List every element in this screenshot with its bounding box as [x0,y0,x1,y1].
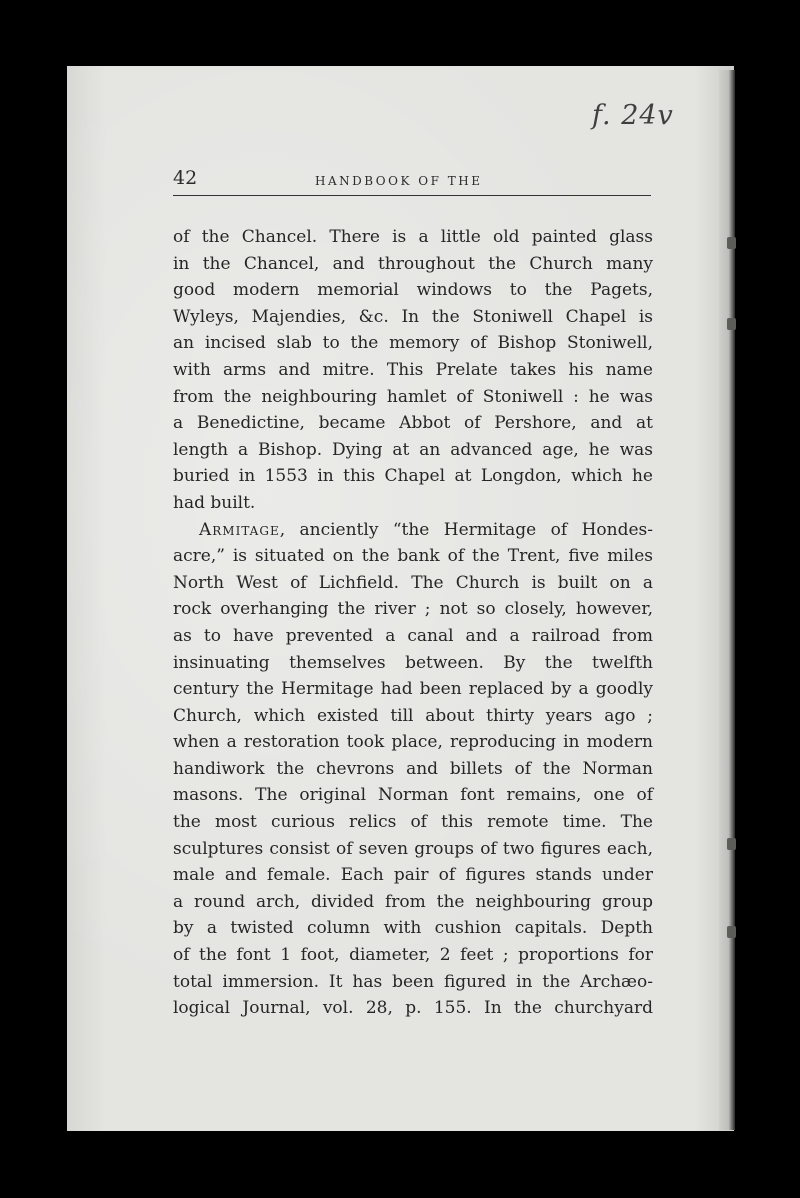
text-line: with arms and mitre. This Prelate takes his name [173,359,653,380]
binding-mark [727,838,736,850]
page-header [173,167,651,196]
text-line: insinuating themselves between. By the twelfth [173,652,653,673]
text-line: by a twisted column with cushion capitals. Depth [173,918,653,939]
text-line: of the font 1 foot, diameter, 2 feet ; proportions for [173,945,653,966]
running-head: HANDBOOK OF THE [315,174,483,188]
text-fragment: , anciently “the Hermitage of Hondes- [279,519,653,540]
paragraph-armitage [173,517,653,1022]
text-line: logical Journal, vol. 28, p. 155. In the churchyard [173,998,653,1019]
text-line: sculptures consist of seven groups of two figures each, [173,838,653,859]
text-line: as to have prevented a canal and a railroad from [173,625,653,646]
text-line: of the Chancel. There is a little old painted glass [173,227,653,247]
text-line: had built. [173,492,256,513]
paragraph-chancel [173,224,653,517]
text-line: masons. The original Norman font remains, one of [173,785,653,806]
body-text [173,224,653,1022]
place-name-armitage: Armitage [199,519,280,540]
text-line: male and female. Each pair of figures stands under [173,865,653,886]
page-edge-shadow [719,70,735,1130]
text-line: a Benedictine, became Abbot of Pershore, and at [173,413,653,434]
text-line: in the Chancel, and throughout the Church many [173,253,653,274]
text-line: from the neighbouring hamlet of Stoniwell : he was [173,386,653,407]
text-line: acre,” is situated on the bank of the Trent, five miles [173,546,653,567]
text-line: length a Bishop. Dying at an advanced age, he was [173,439,653,460]
text-line: good modern memorial windows to the Pagets, [173,280,653,301]
text-line: rock overhanging the river ; not so closely, however, [173,599,653,620]
text-line: total immersion. It has been figured in the Archæo- [173,971,653,992]
text-line: the most curious relics of this remote time. The [173,812,653,833]
handwritten-folio-number: f. 24v [592,100,674,131]
text-line: Church, which existed till about thirty years ago ; [173,705,653,726]
text-line: century the Hermitage had been replaced by a goodly [173,679,653,700]
binding-mark [727,318,736,330]
text-line: handiwork the chevrons and billets of the Norman [173,758,653,779]
page-number: 42 [173,167,198,189]
binding-mark [727,237,736,249]
text-line: Wyleys, Majendies, &c. In the Stoniwell Chapel is [173,306,653,327]
text-line: buried in 1553 in this Chapel at Longdon, which he [173,466,653,487]
binding-mark [727,926,736,938]
text-line: a round arch, divided from the neighbouring group [173,891,653,912]
text-line-first [173,517,653,544]
text-line: North West of Lichfield. The Church is built on a [173,572,653,593]
text-line: when a restoration took place, reproducing in modern [173,732,653,753]
text-line: an incised slab to the memory of Bishop Stoniwell, [173,333,653,354]
